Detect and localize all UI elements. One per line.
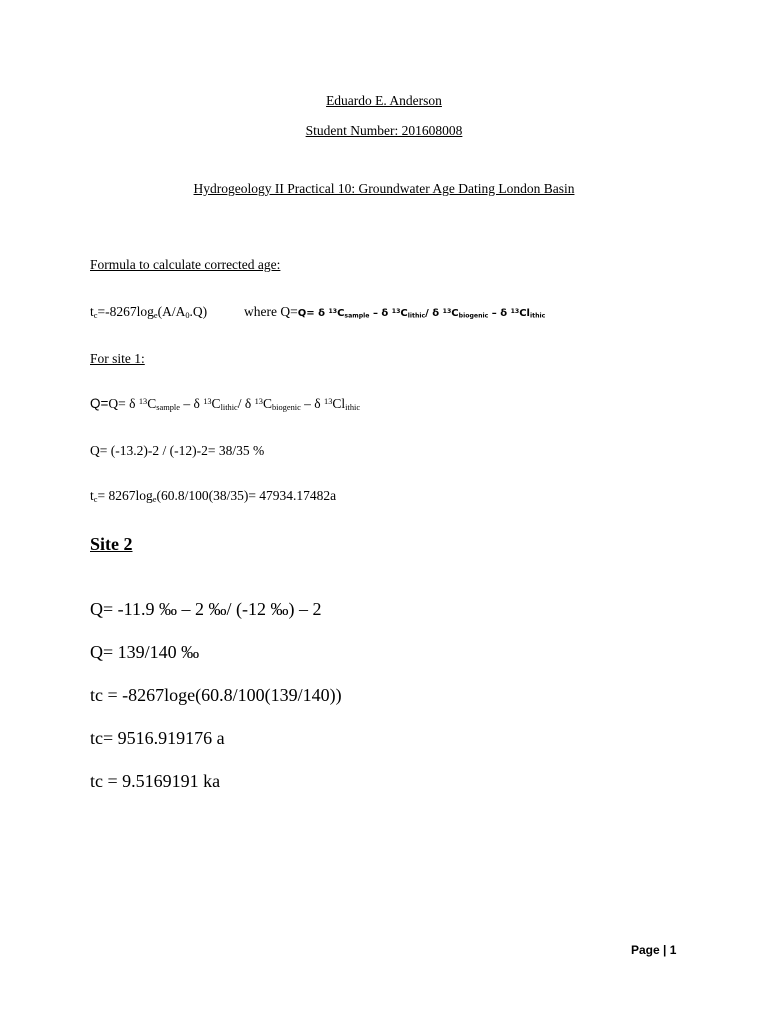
- author-name: Eduardo E. Anderson: [326, 93, 442, 108]
- site1-q-calc: Q= (-13.2)-2 / (-12)-2= 38/35 %: [90, 443, 265, 458]
- site2-heading: Site 2: [90, 534, 133, 554]
- document-title: Hydrogeology II Practical 10: Groundwater Age Dating London Basin: [193, 181, 575, 196]
- site1-heading: For site 1:: [90, 351, 145, 366]
- site2-tc-ka: tc = 9.5169191 ka: [90, 771, 221, 791]
- page-number: Page | 1: [631, 943, 677, 957]
- site2-tc-formula: tc = -8267loge(60.8/100(139/140)): [90, 685, 342, 705]
- q-definition: where Q=Q= δ $^{13}C_{sample}$ – δ $^{13}C_{lithic}/$ δ $^{13}C_{biogenic}$ – δ $^{13}Cl_{ithic}$: [244, 304, 546, 320]
- formula-line: $t_c=-8267\log_e(A/A_0.Q)$: [90, 304, 208, 321]
- site2-q-formula: Q= -11.9 ‰ – 2 ‰/ (-12 ‰) – 2: [90, 599, 322, 619]
- site2-q-result: Q= 139/140 ‰: [90, 642, 200, 662]
- formula-heading: Formula to calculate corrected age:: [90, 257, 281, 272]
- student-number: Student Number: 201608008: [305, 123, 463, 138]
- site1-q-formula: Q=Q= δ $^{13}C_{sample}$ – δ $^{13}C_{lithic}/$ δ $^{13}C_{biogenic}$ – δ $^{13}Cl_{ithic}$: [90, 396, 361, 413]
- site1-tc-calc: $t_c= 8267\log_e(60.8/100(38/35)= 47934.17482a$: [90, 488, 337, 505]
- site2-tc-result: tc= 9516.919176 a: [90, 728, 225, 748]
